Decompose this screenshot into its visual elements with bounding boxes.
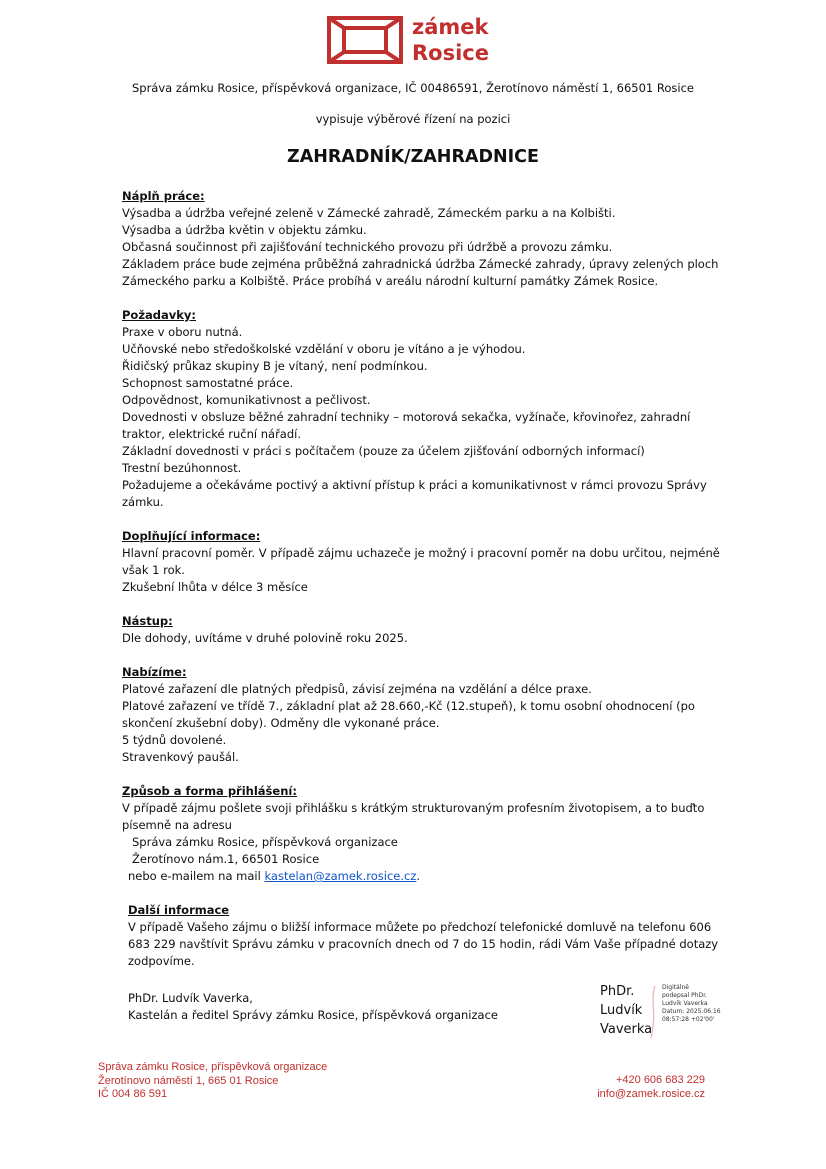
text-line: Zkušební lhůta v délce 3 měsíce bbox=[122, 580, 308, 594]
text-line: Stravenkový paušál. bbox=[122, 750, 239, 764]
text-line: Učňovské nebo středoškolské vzdělání v oboru je vítáno a je výhodou. bbox=[122, 342, 526, 356]
signature-detail-line: Digitálně bbox=[662, 984, 689, 991]
text-line: Požadujeme a očekáváme poctivý a aktivní přístup k práci a komunikativnost v rámci provozu Správy zámku. bbox=[122, 478, 707, 509]
text-line: Praxe v oboru nutná. bbox=[122, 325, 243, 339]
section-heading: Další informace bbox=[128, 903, 230, 917]
section-heading: Nástup: bbox=[122, 614, 173, 628]
intro-line: vypisuje výběrové řízení na pozici bbox=[315, 112, 511, 126]
email-suffix: . bbox=[416, 869, 421, 883]
email-prefix: nebo e-mailem na mail bbox=[128, 869, 261, 883]
section-heading: Způsob a forma přihlášení: bbox=[122, 784, 297, 798]
footer-phone: +420 606 683 229 bbox=[615, 1074, 705, 1086]
section-heading: Doplňující informace: bbox=[122, 529, 261, 543]
page-title: ZAHRADNÍK/ZAHRADNICE bbox=[287, 147, 539, 167]
address-line: Správa zámku Rosice, příspěvková organizace bbox=[132, 835, 398, 849]
signature-detail-line: Datum: 2025.06.16 bbox=[662, 1008, 721, 1015]
text-line: Platové zařazení ve třídě 7., základní plat až 28.660,-Kč (12.stupeň), k tomu osobní ohodnocení (po skončení zkušební doby). Odměny dle vykonané práce. bbox=[122, 699, 695, 730]
section-zpusob-prihlaseni bbox=[122, 783, 727, 885]
document-body bbox=[122, 188, 727, 1024]
signature-name-line: Ludvík bbox=[600, 1003, 643, 1018]
text-line: Hlavní pracovní poměr. V případě zájmu uchazeče je možný i pracovní poměr na dobu určitou, nejméně však 1 rok. bbox=[122, 546, 720, 577]
address-line: Žerotínovo nám.1, 66501 Rosice bbox=[132, 852, 320, 866]
email-line bbox=[122, 868, 727, 885]
zamek-rosice-logo bbox=[326, 14, 496, 68]
signature-detail-line: Ludvík Vaverka bbox=[662, 1000, 708, 1007]
footer-line: IČ 004 86 591 bbox=[98, 1088, 168, 1100]
section-dalsi-informace bbox=[122, 902, 727, 970]
text-line: 5 týdnů dovolené. bbox=[122, 733, 227, 747]
text-line: Výsadba a údržba květin v objektu zámku. bbox=[122, 223, 367, 237]
section-pozadavky bbox=[122, 307, 727, 511]
signature-detail-line: podepsal PhDr. bbox=[662, 992, 708, 999]
text-line: Řidičský průkaz skupiny B je vítaný, není podmínkou. bbox=[122, 359, 428, 373]
section-heading: Požadavky: bbox=[122, 308, 197, 322]
section-nastup bbox=[122, 613, 727, 647]
text-line: V případě zájmu pošlete svoji přihlášku s krátkým strukturovaným profesním životopisem, a to buďto písemně na adresu bbox=[122, 801, 705, 832]
logo-text-zamek: zámek bbox=[412, 15, 489, 39]
signature-mark-icon bbox=[647, 984, 661, 1040]
signature-name bbox=[600, 982, 652, 1039]
organization-line: Správa zámku Rosice, příspěvková organizace, IČ 00486591, Žerotínovo náměstí 1, 66501 Rosice bbox=[131, 81, 695, 95]
logo-text-rosice: Rosice bbox=[412, 41, 489, 65]
text-line: Schopnost samostatné práce. bbox=[122, 376, 294, 390]
digital-signature bbox=[600, 982, 730, 1042]
section-heading: Náplň práce: bbox=[122, 189, 205, 203]
signature-detail-line: 08:57:28 +02'00' bbox=[662, 1016, 715, 1023]
signature-name-line: PhDr. bbox=[600, 984, 635, 999]
text-line: Odpovědnost, komunikativnost a pečlivost. bbox=[122, 393, 371, 407]
text-line: Dle dohody, uvítáme v druhé polovině roku 2025. bbox=[122, 631, 408, 645]
text-line: Platové zařazení dle platných předpisů, závisí zejména na vzdělání a délce praxe. bbox=[122, 682, 592, 696]
text-line: Základem práce bude zejména průběžná zahradnická údržba Zámecké zahrady, úpravy zelených ploch Zámeckého parku a Kolbiště. Práce probíhá v areálu národní kulturní památky Zámek Rosice. bbox=[122, 257, 719, 288]
section-nabizime bbox=[122, 664, 727, 766]
footer-line: Žerotínovo náměstí 1, 665 01 Rosice bbox=[98, 1074, 279, 1087]
text-line: Výsadba a údržba veřejné zeleně v Zámecké zahradě, Zámeckém parku a na Kolbišti. bbox=[122, 206, 616, 220]
footer-contact bbox=[597, 1074, 705, 1101]
footer-line: Správa zámku Rosice, příspěvková organizace bbox=[98, 1061, 328, 1073]
section-napln-prace bbox=[122, 188, 727, 290]
signature-details bbox=[662, 984, 721, 1024]
text-line: V případě Vašeho zájmu o bližší informace můžete po předchozí telefonické domluvě na telefonu 606 683 229 navštívit Správu zámku v pracovních dnech od 7 do 15 hodin, rádi Vám Vaše případné dotazy zodpovíme. bbox=[128, 920, 719, 968]
closing-role: Kastelán a ředitel Správy zámku Rosice, příspěvková organizace bbox=[128, 1008, 498, 1022]
section-doplnujici-informace bbox=[122, 528, 727, 596]
footer-email[interactable]: info@zamek.rosice.cz bbox=[597, 1087, 705, 1100]
closing-name: PhDr. Ludvík Vaverka, bbox=[128, 991, 253, 1005]
text-line: Základní dovednosti v práci s počítačem (pouze za účelem zjišťování odborných informací) bbox=[122, 444, 645, 458]
signature-name-line: Vaverka bbox=[600, 1022, 653, 1037]
footer-address bbox=[98, 1061, 327, 1102]
text-line: Občasná součinnost při zajišťování technického provozu při údržbě a provozu zámku. bbox=[122, 240, 613, 254]
text-line: Trestní bezúhonnost. bbox=[122, 461, 242, 475]
text-line: Dovednosti v obsluze běžné zahradní techniky – motorová sekačka, vyžínače, křovinořez, zahradní traktor, elektrické ruční nářadí. bbox=[122, 410, 691, 441]
castle-window-logo-icon bbox=[326, 15, 404, 65]
email-link[interactable]: kastelan@zamek.rosice.cz bbox=[264, 869, 417, 883]
section-heading: Nabízíme: bbox=[122, 665, 187, 679]
